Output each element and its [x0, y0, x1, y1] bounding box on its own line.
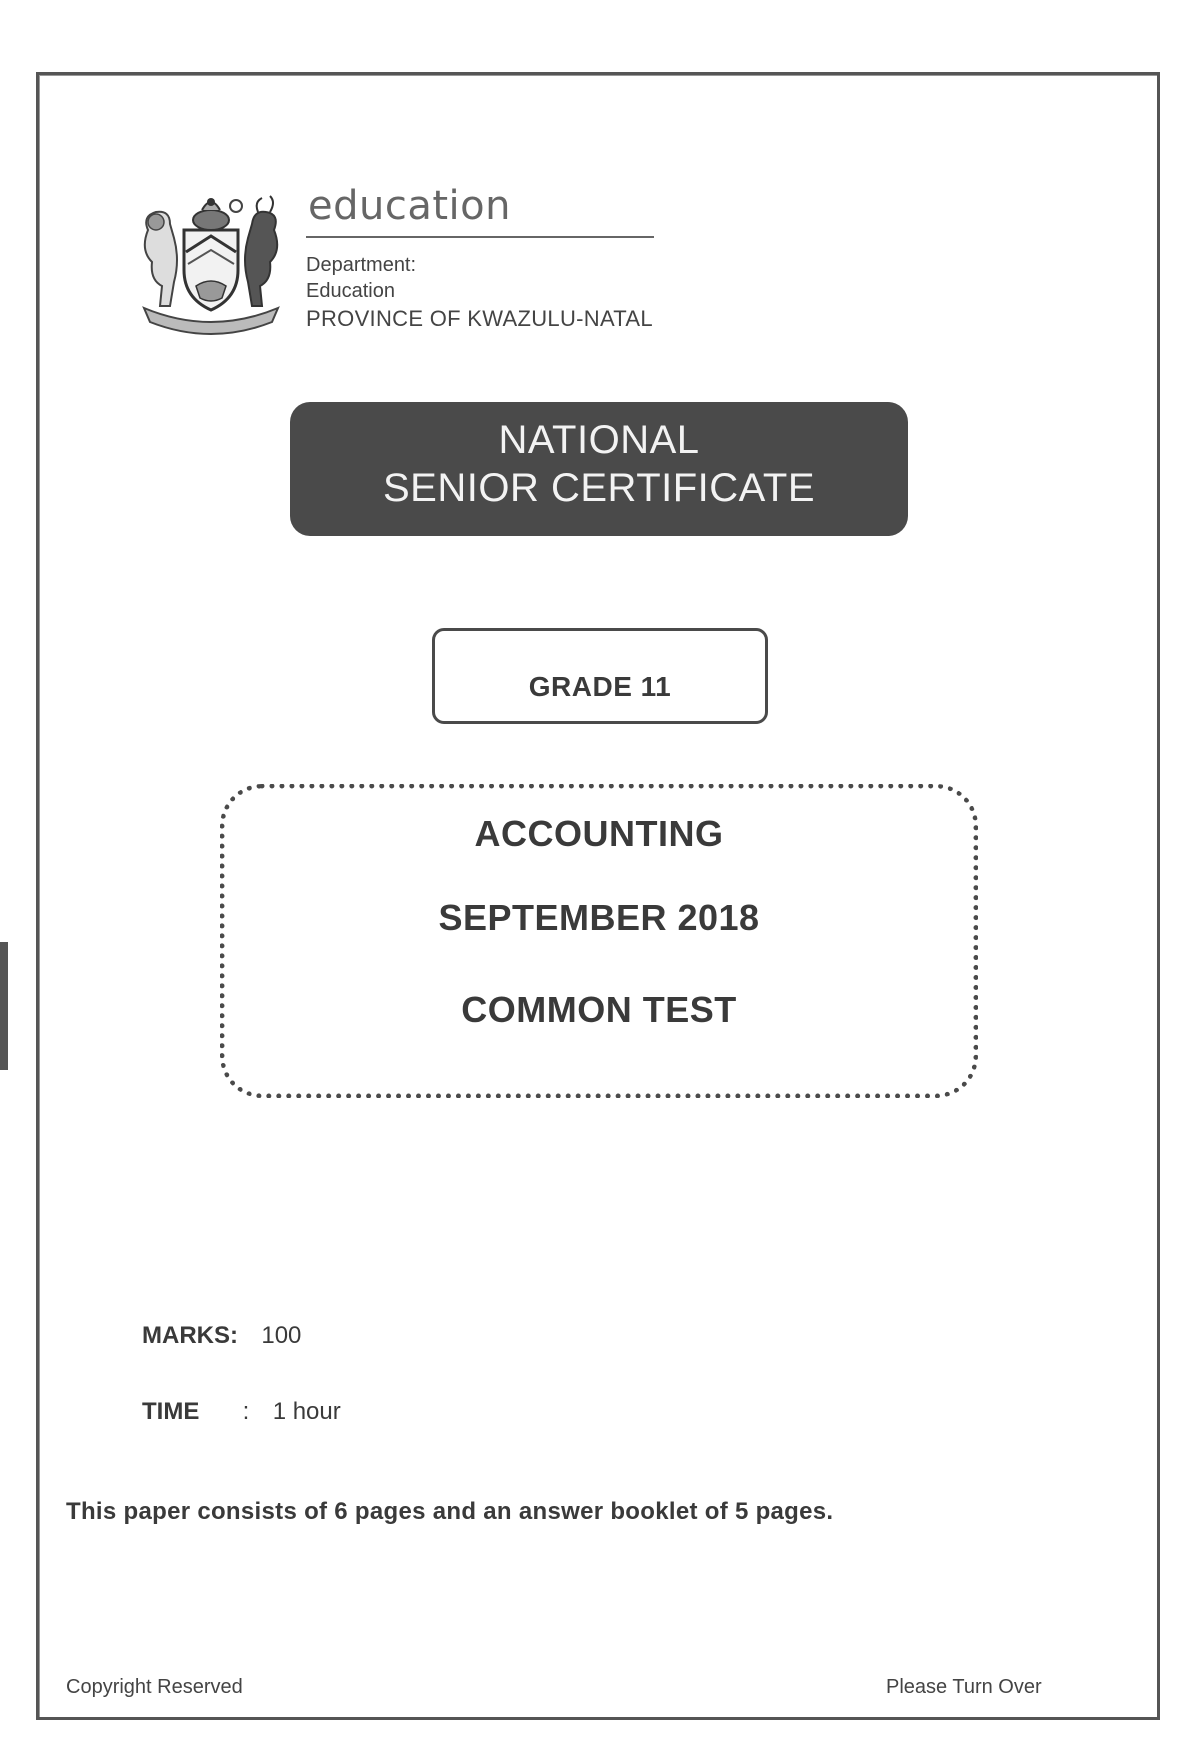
pages-note: This paper consists of 6 pages and an answer booklet of 5 pages. — [66, 1498, 834, 1525]
marks-value: 100 — [261, 1322, 302, 1349]
copyright-note: Copyright Reserved — [66, 1676, 243, 1698]
time-label: TIME — [142, 1398, 200, 1425]
department-branding — [306, 182, 686, 334]
brand-divider — [306, 236, 654, 238]
subject-name: ACCOUNTING — [474, 813, 724, 854]
brand-word: education — [308, 183, 511, 229]
time-separator: : — [242, 1398, 250, 1425]
nsc-banner — [290, 402, 908, 536]
province-name: PROVINCE OF KWAZULU-NATAL — [306, 306, 653, 331]
marks-row — [142, 1322, 301, 1350]
banner-line-1: NATIONAL — [498, 418, 700, 462]
department-name: Education — [306, 280, 395, 302]
turn-over-note: Please Turn Over — [886, 1676, 1042, 1698]
binding-mark — [0, 942, 8, 1070]
grade-box: GRADE 11 — [432, 628, 768, 724]
time-value: 1 hour — [272, 1398, 341, 1425]
coat-of-arms-icon — [136, 190, 286, 340]
marks-label: MARKS: — [142, 1322, 238, 1349]
department-label: Department: — [306, 254, 417, 276]
test-type: COMMON TEST — [461, 989, 737, 1030]
exam-session: SEPTEMBER 2018 — [438, 897, 760, 938]
banner-line-2: SENIOR CERTIFICATE — [382, 466, 815, 510]
time-row — [142, 1398, 341, 1426]
subject-box — [220, 784, 978, 1098]
